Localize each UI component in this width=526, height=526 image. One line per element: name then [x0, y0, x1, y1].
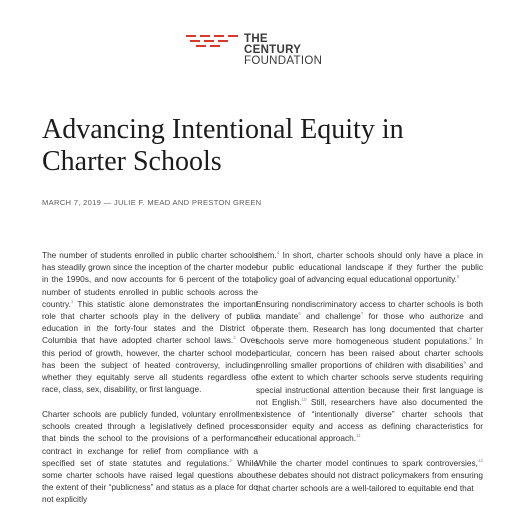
paragraph-text: Over this period of growth, however, the charter school model has been the subject of heated controversy, including whether they equitably serve all students regardless of race, class, sex, disability, or first language.: [42, 335, 258, 395]
footnote-ref[interactable]: 3: [229, 458, 232, 464]
footnote-ref[interactable]: 2: [233, 335, 236, 341]
footnote-ref[interactable]: 5: [456, 274, 460, 280]
paragraph-text: and challenge: [300, 311, 361, 322]
paragraph-text: and the extent to which charter schools serve students requiring special instructional attention because their first language is not English.: [256, 360, 483, 407]
paragraph-text: Still, researchers have also documented the existence of “intentionally diverse” charter schools that consider equity and access as defining characteristics for their educational approach.: [256, 396, 483, 444]
paragraph: [256, 249, 483, 286]
footnote-ref[interactable]: 11: [356, 433, 361, 439]
footnote-ref[interactable]: 4: [276, 250, 280, 256]
paragraph-text: Charter schools are publicly funded, voluntary enrollment schools created through a legislatively defined process that binds the school to the provisions of a performance contract in exchange for relief from compliance with a specified set of state statutes and regulations.: [42, 409, 258, 468]
paragraph-text: for those who authorize and operate them. Research has long documented that charter schools serve more homogeneous student populations.: [256, 311, 483, 346]
paragraph-text: This statistic alone demonstrates the important role that charter schools play in the delivery of public education in the forty-four states and the District of Columbia that have adopted charter school laws.: [42, 298, 258, 346]
logo-mark-icon: [186, 35, 240, 51]
paragraph-text: In particular, concern has been raised about charter schools enrolling smaller proportions of children with disabilities: [256, 335, 483, 371]
paragraph: [42, 249, 258, 395]
paragraph-text: them.: [256, 250, 277, 260]
paragraph-text: these debates should not distract policymakers from ensuring that charter schools are a well-tailored to equitable end that: [256, 470, 483, 493]
footnote-ref[interactable]: 8: [469, 336, 472, 342]
paragraph-text: Ensuring nondiscriminatory access to charter schools is both a mandate: [256, 299, 483, 322]
footnote-ref[interactable]: 7: [360, 311, 364, 317]
paragraph-text: The number of students enrolled in public charter schools has steadily grown since the inception of the charter model in the 1990s, and now accounts for 6 percent of the total number of students enrolled in public schools across the country.: [42, 250, 258, 309]
page-title: Advancing Intentional Equity in Charter Schools: [42, 114, 404, 177]
body-column-right: [256, 249, 483, 506]
paragraph-text: In short, charter schools should only have a place in our public educational landscape if they further the public policy goal of advancing equal educational opportunity.: [256, 250, 483, 285]
paragraph-text: While some charter schools have raised legal questions about the extent of their “publicness” and status as a place for do not explicitly: [42, 457, 258, 505]
logo-line-2: FOUNDATION: [244, 55, 323, 67]
footnote-ref[interactable]: 6: [298, 311, 301, 317]
footnote-ref[interactable]: 12: [477, 458, 483, 464]
paragraph: [256, 298, 483, 444]
footnote-ref[interactable]: 1: [70, 299, 74, 305]
footnote-ref[interactable]: 9: [463, 360, 466, 366]
paragraph: [42, 408, 258, 506]
body-column-left: [42, 249, 258, 518]
dateline: MARCH 7, 2019 — JULIE F. MEAD AND PRESTON GREEN: [42, 198, 262, 207]
logo-line-1: THE CENTURY: [244, 33, 302, 56]
logo-wordmark: [244, 34, 322, 67]
footnote-ref[interactable]: 10: [301, 397, 307, 403]
paragraph: [256, 457, 483, 494]
paragraph-text: While the charter model continues to spark controversies,: [256, 458, 478, 469]
